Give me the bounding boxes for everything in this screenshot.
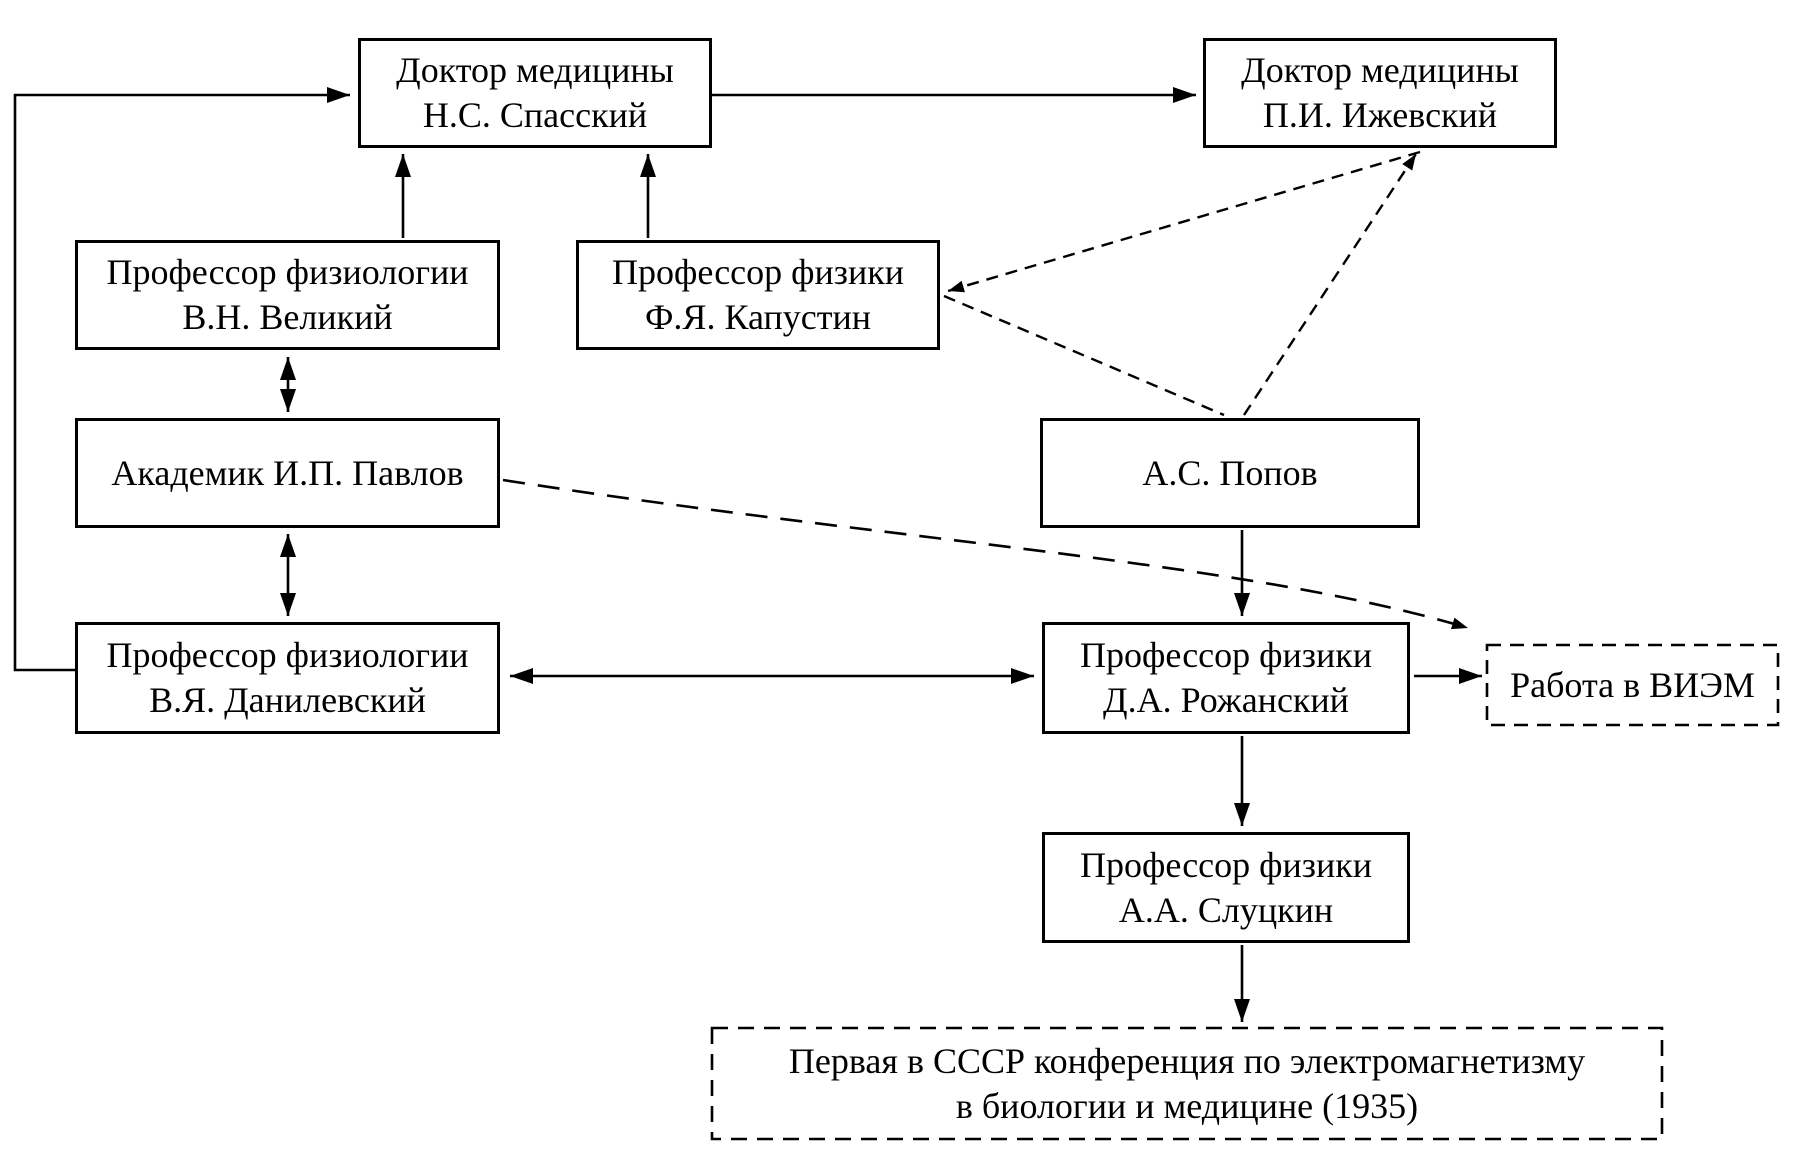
node-spassky-line2: Н.С. Спасский	[422, 95, 648, 135]
node-slutskin-line2: А.А. Слуцкин	[1118, 889, 1334, 930]
node-velikiy-line1: Профессор физиологии	[106, 252, 469, 293]
node-conference-line1: Первая в СССР конференция по электромагнетизму	[788, 1040, 1586, 1081]
node-spassky-line1: Доктор медицины	[396, 50, 674, 91]
node-conference-line2: в биологии и медицине (1935)	[955, 1085, 1419, 1126]
node-spassky	[358, 38, 712, 148]
node-pavlov	[75, 418, 500, 528]
node-velikiy	[75, 240, 500, 350]
node-velikiy-line2: В.Н. Великий	[182, 297, 393, 337]
node-kapustin-line1: Профессор физики	[612, 252, 904, 293]
node-viem	[1489, 647, 1776, 723]
node-danilevsky-line2: В.Я. Данилевский	[149, 680, 426, 720]
node-izhevsky	[1203, 38, 1557, 148]
node-popov-line1: А.С. Попов	[1142, 452, 1318, 493]
node-slutskin-line1: Профессор физики	[1080, 844, 1372, 885]
edge-danilevsky-spassky-loop	[15, 95, 350, 670]
node-conference	[714, 1030, 1660, 1137]
node-pavlov-line1: Академик И.П. Павлов	[111, 452, 464, 493]
node-rozhansky	[1042, 622, 1410, 734]
edge-popov-izhevsky-dashed	[1244, 154, 1416, 415]
node-rozhansky-line2: Д.А. Рожанский	[1103, 680, 1349, 720]
node-viem-line1: Работа в ВИЭМ	[1510, 664, 1755, 705]
edge-izhevsky-kapustin-dashed	[948, 152, 1420, 291]
node-kapustin-line2: Ф.Я. Капустин	[644, 297, 871, 337]
node-rozhansky-line1: Профессор физики	[1080, 635, 1372, 676]
edge-kapustin-popov-dashed	[944, 296, 1224, 415]
node-izhevsky-line1: Доктор медицины	[1241, 50, 1519, 91]
node-slutskin	[1042, 832, 1410, 943]
node-danilevsky	[75, 622, 500, 734]
node-izhevsky-line2: П.И. Ижевский	[1262, 95, 1498, 135]
node-popov	[1040, 418, 1420, 528]
node-kapustin	[576, 240, 940, 350]
node-danilevsky-line1: Профессор физиологии	[106, 635, 469, 676]
